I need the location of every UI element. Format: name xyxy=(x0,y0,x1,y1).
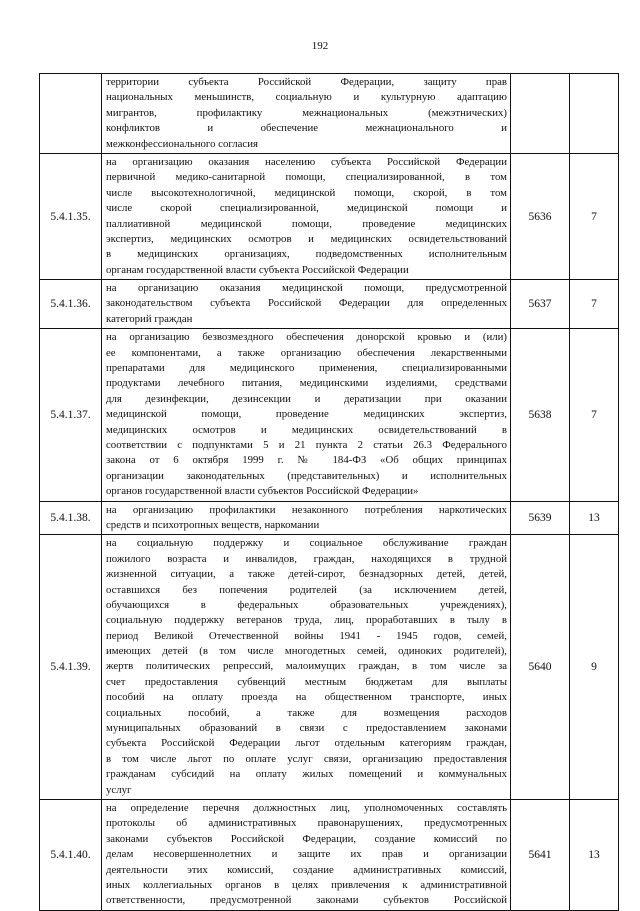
description-line: муниципальных образований в связи с предоставлением законами xyxy=(106,722,507,735)
description-line: средств и психотропных веществ, наркомании xyxy=(106,518,320,531)
item-code xyxy=(511,74,570,154)
description-line: для дезинфекции, дезинсекции и дератизации при оказании xyxy=(106,392,507,405)
description-line: социальную поддержку ветеранов труда, лиц, проработавших в тылу в xyxy=(106,614,507,627)
table-row xyxy=(40,501,619,535)
item-count: 7 xyxy=(570,280,619,329)
item-number: 5.4.1.39. xyxy=(40,535,102,800)
page-number: 192 xyxy=(311,40,329,52)
description-line: мигрантов, профилактику межнациональных (межэтнических) xyxy=(106,106,507,119)
description-line: иных коллегиальных органов в целях привлечения к административной xyxy=(106,878,507,891)
description-line: пожилого возраста и инвалидов, граждан, находящихся в трудной xyxy=(106,552,507,565)
item-description xyxy=(102,535,511,800)
item-description xyxy=(102,799,511,910)
description-line: протоколы об административных правонарушениях, предусмотренных xyxy=(106,817,507,830)
description-line: ее компонентами, а также организацию обеспечения лекарственными xyxy=(106,346,507,359)
description-line: имеющих детей (в том числе многодетных семей, одиноких родителей), xyxy=(106,645,507,658)
description-line: числе скорой специализированной, медицинской помощи и xyxy=(106,202,507,215)
item-number: 5.4.1.36. xyxy=(40,280,102,329)
table-body xyxy=(40,74,619,911)
description-line: законодательством субъекта Российской Федерации для определенных xyxy=(106,297,507,310)
description-line: в том числе льгот по оплате услуг связи, организацию предоставления xyxy=(106,752,507,765)
item-count: 9 xyxy=(570,535,619,800)
table-row xyxy=(40,153,619,279)
legislation-table xyxy=(39,73,619,911)
item-count: 13 xyxy=(570,799,619,910)
item-description xyxy=(102,329,511,501)
description-line: на организацию безвозмездного обеспечения донорской кровью и (или) xyxy=(106,331,507,344)
item-number: 5.4.1.38. xyxy=(40,501,102,535)
item-code: 5638 xyxy=(511,329,570,501)
description-line: конфликтов и обеспечение межнационального и xyxy=(106,122,507,135)
description-line: жизненной ситуации, а также детей-сирот, безнадзорных детей, детей, xyxy=(106,568,507,581)
description-line: жертв политических репрессий, малоимущих граждан, в том числе за xyxy=(106,660,507,673)
table-row xyxy=(40,74,619,154)
description-line: услуг xyxy=(106,783,132,796)
description-line: продуктами лечебного питания, медицинскими изделиями, средствами xyxy=(106,377,507,390)
description-line: на организацию оказания медицинской помощи, предусмотренной xyxy=(106,282,507,295)
description-line: организации законодательных (представительных) и исполнительных xyxy=(106,469,507,482)
description-line: национальных меньшинств, социальную и культурную адаптацию xyxy=(106,91,507,104)
item-code: 5637 xyxy=(511,280,570,329)
description-line: деятельности этих комиссий, создание административных комиссий, xyxy=(106,863,507,876)
description-line: в медицинских организациях, подведомственных исполнительным xyxy=(106,248,507,261)
table-row xyxy=(40,280,619,329)
description-line: на организацию профилактики незаконного потребления наркотических xyxy=(106,503,507,516)
table-row xyxy=(40,329,619,501)
item-description xyxy=(102,74,511,154)
description-line: пособий на оплату проезда на общественном транспорте, иных xyxy=(106,691,507,704)
item-number: 5.4.1.35. xyxy=(40,153,102,279)
description-line: органам государственной власти субъекта Российской Федерации xyxy=(106,263,409,276)
item-count: 13 xyxy=(570,501,619,535)
item-number: 5.4.1.37. xyxy=(40,329,102,501)
description-line: паллиативной медицинской помощи, проведение медицинских xyxy=(106,217,507,230)
description-line: первичной медико-санитарной помощи, специализированной, в том xyxy=(106,171,507,184)
description-line: на социальную поддержку и социальное обслуживание граждан xyxy=(106,537,507,550)
description-line: органов государственной власти субъектов Российской Федерации» xyxy=(106,485,419,498)
description-line: закона от 6 октября 1999 г. № 184-ФЗ «Об общих принципах xyxy=(106,454,507,467)
description-line: медицинских осмотров и медицинских освидетельствований в xyxy=(106,423,507,436)
description-line: на определение перечня должностных лиц, уполномоченных составлять xyxy=(106,801,507,814)
description-line: категорий граждан xyxy=(106,312,193,325)
description-line: период Великой Отечественной войны 1941 - 1945 годов, семей, xyxy=(106,629,507,642)
description-line: экспертиз, медицинских осмотров и медицинских освидетельствований xyxy=(106,232,507,245)
description-line: на организацию оказания населению субъекта Российской Федерации xyxy=(106,155,507,168)
description-line: субъекта Российской Федерации льгот отдельным категориям граждан, xyxy=(106,737,507,750)
description-line: территории субъекта Российской Федерации, защиту прав xyxy=(106,76,507,88)
description-line: оставшихся без попечения родителей (за исключением детей, xyxy=(106,583,507,596)
description-line: межконфессионального согласия xyxy=(106,137,258,150)
description-line: медицинской помощи, проведение медицинских экспертиз, xyxy=(106,408,507,421)
description-line: счет предоставления субвенций местным бюджетам для выплаты xyxy=(106,675,507,688)
description-line: препаратами для медицинского применения, специализированными xyxy=(106,362,507,375)
description-line: гражданам субсидий на оплату жилых помещений и коммунальных xyxy=(106,768,507,781)
item-description xyxy=(102,280,511,329)
item-number: 5.4.1.40. xyxy=(40,799,102,910)
item-code: 5639 xyxy=(511,501,570,535)
item-code: 5636 xyxy=(511,153,570,279)
item-description xyxy=(102,501,511,535)
description-line: социальных пособий, а также для возмещения расходов xyxy=(106,706,507,719)
item-code: 5640 xyxy=(511,535,570,800)
description-line: законами субъектов Российской Федерации, создание комиссий по xyxy=(106,832,507,845)
item-count xyxy=(570,74,619,154)
description-line: обучающихся в федеральных образовательных учреждениях), xyxy=(106,598,507,611)
item-count: 7 xyxy=(570,329,619,501)
table-row xyxy=(40,535,619,800)
item-count: 7 xyxy=(570,153,619,279)
description-line: делам несовершеннолетних и защите их прав и организации xyxy=(106,848,507,861)
item-code: 5641 xyxy=(511,799,570,910)
table-row xyxy=(40,799,619,910)
description-line: числе высокотехнологичной, медицинской помощи, скорой, в том xyxy=(106,186,507,199)
description-line: соответствии с подпунктами 5 и 21 пункта 2 статьи 26.3 Федерального xyxy=(106,438,507,451)
item-description xyxy=(102,153,511,279)
description-line: ответственности, предусмотренной законами субъектов Российской xyxy=(106,894,507,907)
item-number xyxy=(40,74,102,154)
